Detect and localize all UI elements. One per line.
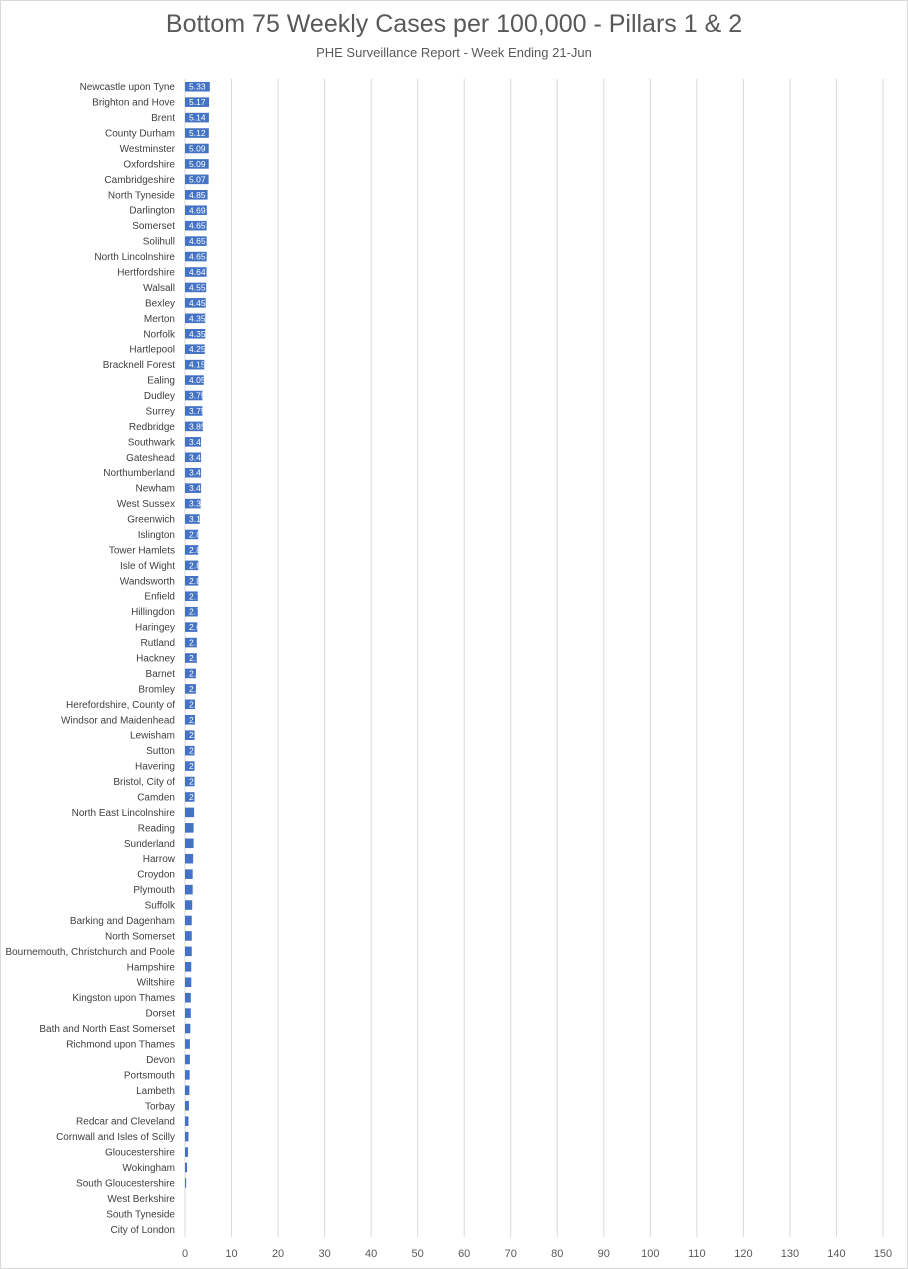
- category-label: Haringey: [134, 622, 175, 634]
- category-label: Cornwall and Isles of Scilly: [56, 1132, 175, 1144]
- bar: [185, 1039, 190, 1049]
- bar-value-label: 2.15: [189, 699, 206, 710]
- bar-value-label: 2.35: [189, 683, 206, 694]
- bar-value-label: 4.85: [189, 189, 206, 200]
- x-tick-label: 110: [688, 1248, 706, 1260]
- chart-title: Bottom 75 Weekly Cases per 100,000 - Pillars 1 & 2: [165, 10, 743, 38]
- bar-value-label: 5.07: [189, 174, 206, 185]
- category-label: Barnet: [145, 668, 175, 680]
- x-tick-label: 30: [318, 1248, 331, 1260]
- x-tick-label: 150: [873, 1248, 893, 1260]
- bar: [185, 1086, 189, 1096]
- x-tick-label: 80: [551, 1248, 564, 1260]
- x-tick-label: 50: [411, 1248, 424, 1260]
- bar-value-label: 2.85: [189, 575, 206, 586]
- category-label: Croydon: [137, 869, 175, 881]
- bar-value-label: 2.65: [189, 622, 206, 633]
- category-label: Greenwich: [127, 514, 175, 526]
- bar-value-label: 3.45: [189, 436, 206, 447]
- category-label: Islington: [137, 529, 175, 541]
- bar-value-label: 3.75: [189, 390, 206, 401]
- bar-value-label: 3.45: [189, 452, 206, 463]
- bar-value-label: 5.09: [189, 143, 206, 154]
- bars: [185, 82, 210, 1188]
- category-label: Sunderland: [123, 838, 175, 850]
- gridlines: [185, 79, 883, 1237]
- bar: [185, 885, 193, 895]
- category-label: Redcar and Cleveland: [76, 1116, 175, 1128]
- bar-value-label: 4.45: [189, 297, 206, 308]
- category-label: Ealing: [147, 375, 175, 387]
- category-label: Darlington: [129, 205, 175, 217]
- bar-value-label: 4.35: [189, 328, 206, 339]
- x-tick-label: 100: [641, 1248, 660, 1260]
- bar-value-label: 4.55: [189, 282, 206, 293]
- bar-value-label: 2.85: [189, 544, 206, 555]
- bar-value-label: 5.17: [189, 97, 206, 108]
- bar-value-label: 2.05: [189, 730, 206, 741]
- bar: [185, 977, 191, 987]
- bar-value-label: 5.14: [189, 112, 206, 123]
- category-label: City of London: [110, 1224, 175, 1236]
- category-label: Tower Hamlets: [108, 545, 175, 557]
- bar: [185, 869, 193, 879]
- bar: [185, 900, 192, 910]
- x-tick-label: 0: [181, 1248, 189, 1260]
- x-tick-label: 40: [365, 1248, 378, 1260]
- category-label: Bournemouth, Christchurch and Poole: [5, 946, 175, 958]
- category-label: Dudley: [143, 391, 175, 403]
- bar-value-label: 3.85: [189, 421, 206, 432]
- category-label: Walsall: [143, 282, 175, 294]
- category-label: Reading: [137, 823, 175, 835]
- category-label: Plymouth: [133, 885, 175, 897]
- category-label: Northumberland: [103, 468, 175, 480]
- category-label: Bromley: [138, 684, 175, 696]
- bar: [185, 1163, 187, 1173]
- category-label: Redbridge: [128, 421, 175, 433]
- category-label: Hampshire: [126, 962, 175, 974]
- category-label: Herefordshire, County of: [66, 699, 175, 711]
- category-label: County Durham: [104, 128, 175, 140]
- x-tick-label: 130: [780, 1248, 800, 1260]
- x-axis-ticks: [182, 1248, 892, 1260]
- category-label: Lambeth: [136, 1085, 175, 1097]
- bar-value-label: 5.09: [189, 158, 206, 169]
- bar-value-label: 2.15: [189, 714, 206, 725]
- category-label: Bexley: [144, 298, 175, 310]
- category-label: Westminster: [119, 143, 175, 155]
- category-label: Dorset: [145, 1008, 175, 1020]
- category-label: South Tyneside: [106, 1209, 175, 1221]
- category-label: Barking and Dagenham: [69, 915, 175, 927]
- bar-value-label: 4.35: [189, 313, 206, 324]
- category-label: Cambridgeshire: [104, 174, 175, 186]
- bar-value-label: 3.75: [189, 405, 206, 416]
- category-label: Gateshead: [126, 452, 175, 464]
- category-label: Richmond upon Thames: [66, 1039, 175, 1051]
- category-label: Oxfordshire: [123, 159, 175, 171]
- bar-value-label: 2.05: [189, 745, 206, 756]
- category-label: Hertfordshire: [117, 267, 175, 279]
- category-label: West Berkshire: [107, 1193, 175, 1205]
- bar: [185, 854, 193, 864]
- category-label: Isle of Wight: [119, 560, 175, 572]
- category-label: North Tyneside: [107, 190, 175, 202]
- category-label: Southwark: [127, 437, 175, 449]
- bar: [185, 1055, 190, 1065]
- category-label: Bath and North East Somerset: [39, 1024, 175, 1036]
- category-label: Portsmouth: [123, 1070, 175, 1082]
- category-label: Bracknell Forest: [102, 360, 175, 372]
- bar-value-label: 4.05: [189, 375, 206, 386]
- category-label: Norfolk: [143, 329, 175, 341]
- x-tick-label: 90: [597, 1248, 610, 1260]
- bar-value-label: 5.12: [189, 128, 206, 139]
- bar: [185, 962, 191, 972]
- x-tick-label: 140: [827, 1248, 846, 1260]
- category-label: Windsor and Maidenhead: [61, 715, 175, 727]
- bar: [185, 1070, 190, 1080]
- category-label: North Somerset: [104, 931, 175, 943]
- bar-value-label: 4.15: [189, 359, 206, 370]
- bar-value-label: 2.55: [189, 653, 206, 663]
- bar: [185, 993, 191, 1003]
- bar: [185, 808, 194, 818]
- bar: [185, 916, 192, 926]
- bar-value-label: 4.69: [189, 205, 206, 216]
- category-label: Brighton and Hove: [92, 97, 175, 109]
- bar-value-label: 3.35: [189, 498, 206, 509]
- category-label: Gloucestershire: [104, 1147, 175, 1159]
- category-label: West Sussex: [116, 499, 175, 511]
- bar-value-label: 2.85: [189, 560, 206, 571]
- category-label: Suffolk: [144, 900, 175, 912]
- category-label: Wokingham: [122, 1163, 175, 1175]
- x-tick-label: 70: [504, 1248, 517, 1260]
- category-label: Sutton: [146, 746, 175, 758]
- category-label: Brent: [151, 113, 175, 125]
- bar-value-label: 2.75: [189, 606, 206, 617]
- bar-value-label: 2.35: [189, 668, 206, 679]
- bar-value-label: 4.65: [189, 236, 206, 247]
- bar: [185, 947, 192, 957]
- category-label: North East Lincolnshire: [71, 807, 175, 819]
- chart-subtitle: PHE Surveillance Report - Week Ending 21-Jun: [316, 45, 592, 60]
- category-label: Bristol, City of: [113, 777, 175, 789]
- bar-value-label: 4.64: [189, 267, 206, 277]
- bar-value-label: 4.65: [189, 220, 206, 231]
- category-label: Solihull: [142, 236, 175, 248]
- bar-value-label: 3.45: [189, 467, 206, 478]
- category-label: Hillingdon: [131, 607, 175, 619]
- category-label: Lewisham: [129, 730, 175, 742]
- category-label: Havering: [134, 761, 175, 773]
- bar-value-label: 2.55: [189, 637, 206, 648]
- bar: [185, 1147, 188, 1157]
- bar-value-label: 2.05: [189, 776, 206, 787]
- x-tick-label: 60: [458, 1248, 471, 1260]
- bar-value-label: 2.05: [189, 791, 206, 802]
- bar: [185, 1101, 189, 1111]
- bar-value-label: 3.45: [189, 483, 206, 494]
- category-label: Harrow: [142, 854, 175, 866]
- category-label: Devon: [146, 1054, 175, 1066]
- category-label: South Gloucestershire: [76, 1178, 175, 1190]
- category-label: Rutland: [140, 638, 175, 650]
- category-label: North Lincolnshire: [94, 252, 175, 264]
- bar: [185, 1008, 191, 1018]
- category-label: Hartlepool: [129, 344, 175, 356]
- bar-value-label: 4.25: [189, 344, 206, 355]
- category-label: Newham: [135, 483, 175, 495]
- bar-value-label: 3.15: [189, 514, 206, 525]
- bar: [185, 1116, 188, 1126]
- category-label: Somerset: [132, 221, 175, 233]
- category-label: Hackney: [136, 653, 175, 665]
- bar: [185, 931, 192, 941]
- category-label: Surrey: [145, 406, 175, 418]
- category-label: Camden: [137, 792, 175, 804]
- bar-value-label: 2.85: [189, 529, 206, 540]
- bar-value-label: 4.65: [189, 251, 206, 262]
- bar-value-label: 2.05: [189, 761, 206, 772]
- x-tick-label: 10: [225, 1248, 238, 1260]
- category-label: Newcastle upon Tyne: [79, 82, 175, 94]
- bar: [185, 1024, 190, 1034]
- category-label: Wandsworth: [119, 576, 175, 588]
- bar-value-label: 5.33: [189, 81, 206, 92]
- category-label: Enfield: [144, 591, 175, 603]
- bar: [185, 1132, 188, 1142]
- category-labels: [5, 82, 176, 1236]
- bar: [185, 823, 194, 833]
- category-label: Wiltshire: [136, 977, 175, 989]
- bar-value-label: 2.75: [189, 591, 206, 602]
- category-label: Merton: [143, 313, 175, 325]
- x-tick-label: 20: [271, 1248, 285, 1260]
- x-tick-label: 120: [734, 1248, 753, 1260]
- bar: [185, 1178, 186, 1188]
- bar: [185, 838, 194, 848]
- category-label: Kingston upon Thames: [72, 993, 175, 1005]
- category-label: Torbay: [144, 1101, 175, 1113]
